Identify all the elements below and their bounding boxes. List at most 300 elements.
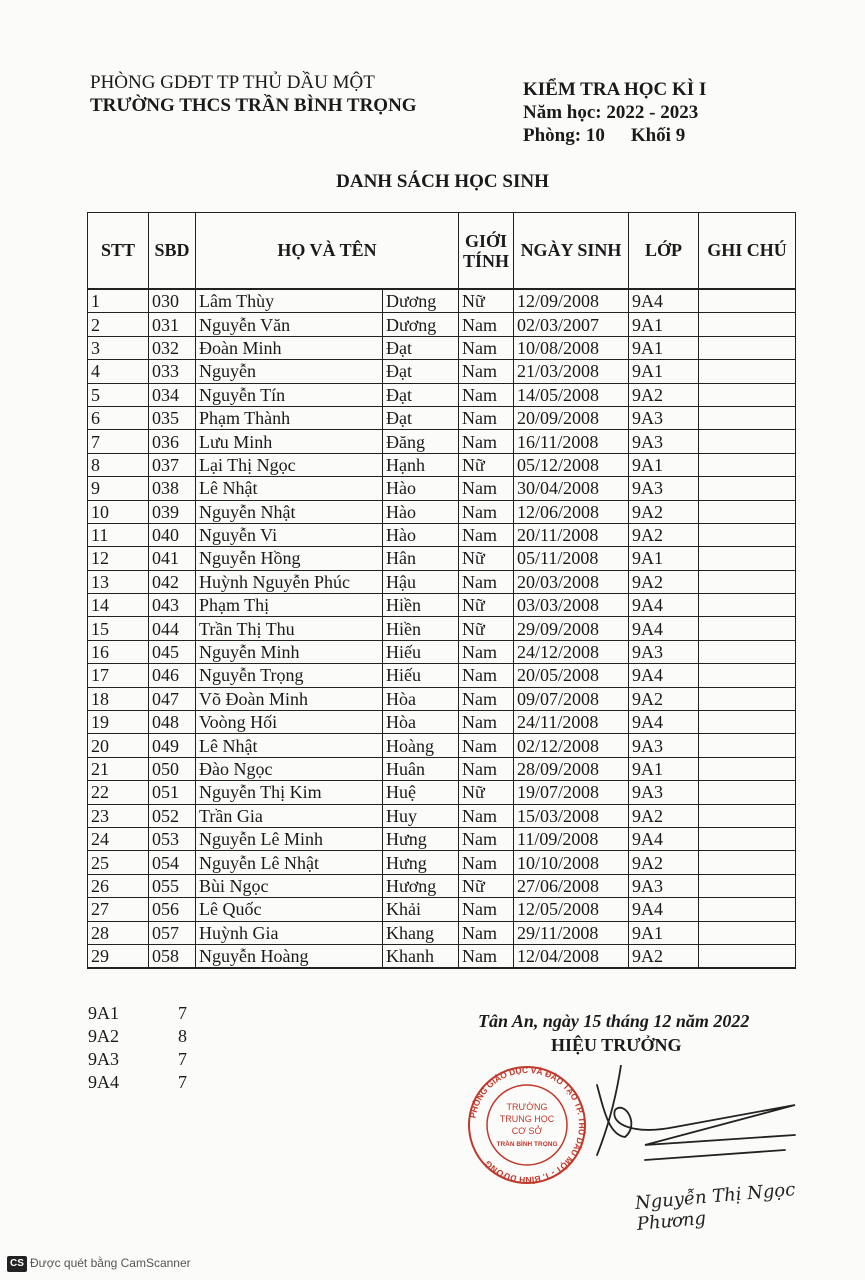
cell-stt: 2 [88,313,149,336]
cell-family-name: Lại Thị Ngọc [196,453,383,476]
table-row [88,827,796,850]
cell-note [699,617,796,640]
table-row [88,687,796,710]
cell-sbd: 030 [149,289,196,313]
table-row [88,944,796,968]
col-note: GHI CHÚ [699,213,796,290]
summary-count: 8 [178,1026,187,1046]
cell-dob: 28/09/2008 [514,757,629,780]
cell-gender: Nữ [459,594,514,617]
cell-given-name: Hậu [383,570,459,593]
cell-family-name: Huỳnh Nguyễn Phúc [196,570,383,593]
cell-given-name: Hào [383,500,459,523]
table-row [88,851,796,874]
cell-sbd: 041 [149,547,196,570]
cell-family-name: Phạm Thành [196,406,383,429]
table-row [88,734,796,757]
table-row [88,874,796,897]
school-name: TRƯỜNG THCS TRẦN BÌNH TRỌNG [90,95,417,116]
cell-given-name: Hòa [383,711,459,734]
cell-gender: Nam [459,851,514,874]
table-row [88,781,796,804]
cell-class: 9A2 [629,570,699,593]
cell-dob: 16/11/2008 [514,430,629,453]
col-class: LỚP [629,213,699,290]
cell-note [699,781,796,804]
cell-gender: Nữ [459,453,514,476]
summary-row [88,1071,187,1094]
cell-stt: 13 [88,570,149,593]
cell-sbd: 054 [149,851,196,874]
cell-stt: 1 [88,289,149,313]
summary-class: 9A4 [88,1072,119,1092]
cell-gender: Nữ [459,547,514,570]
cell-family-name: Lê Quốc [196,898,383,921]
cell-stt: 22 [88,781,149,804]
cell-given-name: Khang [383,921,459,944]
cell-note [699,570,796,593]
cell-dob: 20/11/2008 [514,523,629,546]
cell-class: 9A1 [629,360,699,383]
cell-gender: Nam [459,711,514,734]
cell-dob: 24/12/2008 [514,640,629,663]
cell-dob: 02/03/2007 [514,313,629,336]
cell-gender: Nam [459,734,514,757]
cell-family-name: Nguyễn Văn [196,313,383,336]
student-roster-table [87,212,796,969]
table-row [88,547,796,570]
cell-family-name: Nguyễn Tín [196,383,383,406]
cell-class: 9A2 [629,523,699,546]
cell-note [699,594,796,617]
cell-dob: 20/09/2008 [514,406,629,429]
cell-gender: Nữ [459,617,514,640]
cell-stt: 12 [88,547,149,570]
cell-stt: 23 [88,804,149,827]
cell-sbd: 045 [149,640,196,663]
table-row [88,500,796,523]
cell-gender: Nam [459,804,514,827]
cell-dob: 12/04/2008 [514,944,629,968]
cell-class: 9A2 [629,687,699,710]
cell-note [699,921,796,944]
cell-family-name: Trần Thị Thu [196,617,383,640]
cell-class: 9A4 [629,827,699,850]
cell-sbd: 042 [149,570,196,593]
table-row [88,711,796,734]
cell-class: 9A4 [629,594,699,617]
cell-sbd: 050 [149,757,196,780]
seal-ring-text: PHÒNG GIÁO DỤC VÀ ĐÀO TẠO TP. THỦ DẦU MỘT - T. BÌNH DƯƠNG [467,1064,587,1186]
summary-row [88,1002,187,1025]
cell-class: 9A3 [629,640,699,663]
cell-family-name: Trần Gia [196,804,383,827]
cell-stt: 11 [88,523,149,546]
cell-stt: 15 [88,617,149,640]
cell-stt: 17 [88,664,149,687]
table-row [88,430,796,453]
cell-given-name: Đạt [383,383,459,406]
cell-sbd: 047 [149,687,196,710]
cell-family-name: Đào Ngọc [196,757,383,780]
cell-class: 9A1 [629,921,699,944]
cell-gender: Nam [459,383,514,406]
table-row [88,898,796,921]
cell-note [699,898,796,921]
grade-level: Khối 9 [630,125,686,146]
cell-class: 9A4 [629,664,699,687]
cell-class: 9A1 [629,453,699,476]
cell-dob: 12/09/2008 [514,289,629,313]
cell-stt: 21 [88,757,149,780]
cell-sbd: 046 [149,664,196,687]
cell-gender: Nam [459,687,514,710]
summary-class: 9A2 [88,1026,119,1046]
cell-class: 9A1 [629,336,699,359]
cell-class: 9A4 [629,711,699,734]
seal-center-line2: TRUNG HỌC [499,1114,555,1124]
table-row [88,383,796,406]
cell-dob: 27/06/2008 [514,874,629,897]
table-row [88,453,796,476]
cell-stt: 20 [88,734,149,757]
header-left [90,71,417,117]
cell-gender: Nam [459,570,514,593]
cell-stt: 4 [88,360,149,383]
cell-given-name: Đạt [383,360,459,383]
cell-gender: Nam [459,430,514,453]
cell-note [699,804,796,827]
cell-class: 9A3 [629,874,699,897]
cell-class: 9A4 [629,617,699,640]
cell-given-name: Hiền [383,594,459,617]
cell-stt: 18 [88,687,149,710]
cell-note [699,406,796,429]
cell-sbd: 031 [149,313,196,336]
header-right [523,78,706,147]
class-summary [88,1002,187,1094]
room-grade-line [523,124,706,147]
cell-gender: Nam [459,523,514,546]
cell-note [699,477,796,500]
cell-gender: Nam [459,500,514,523]
table-header-row [88,213,796,290]
cell-class: 9A2 [629,804,699,827]
cell-dob: 24/11/2008 [514,711,629,734]
cell-class: 9A2 [629,500,699,523]
camscanner-logo: CS [7,1256,27,1272]
summary-class: 9A3 [88,1049,119,1069]
cell-stt: 8 [88,453,149,476]
cell-dob: 10/10/2008 [514,851,629,874]
cell-family-name: Nguyễn Thị Kim [196,781,383,804]
cell-class: 9A4 [629,898,699,921]
cell-gender: Nam [459,898,514,921]
cell-note [699,313,796,336]
cell-dob: 12/06/2008 [514,500,629,523]
col-gender-line2: TÍNH [462,250,509,271]
cell-sbd: 044 [149,617,196,640]
cell-sbd: 032 [149,336,196,359]
cell-stt: 6 [88,406,149,429]
seal-center-line4: TRẦN BÌNH TRỌNG [496,1141,558,1148]
department-name: PHÒNG GDĐT TP THỦ DẦU MỘT [90,72,375,93]
cell-class: 9A3 [629,734,699,757]
cell-note [699,944,796,968]
cell-gender: Nữ [459,874,514,897]
cell-family-name: Nguyễn Nhật [196,500,383,523]
cell-given-name: Khanh [383,944,459,968]
cell-given-name: Đăng [383,430,459,453]
signer-name: Nguyễn Thị Ngọc Phương [634,1179,797,1235]
cell-stt: 19 [88,711,149,734]
cell-note [699,430,796,453]
cell-sbd: 037 [149,453,196,476]
cell-note [699,711,796,734]
cell-note [699,336,796,359]
cell-gender: Nữ [459,289,514,313]
cell-family-name: Huỳnh Gia [196,921,383,944]
cell-given-name: Huy [383,804,459,827]
cell-stt: 5 [88,383,149,406]
table-row [88,477,796,500]
cell-note [699,383,796,406]
exam-title: KIỂM TRA HỌC KÌ I [523,79,707,100]
cell-given-name: Hiếu [383,640,459,663]
cell-class: 9A1 [629,547,699,570]
cell-dob: 05/11/2008 [514,547,629,570]
table-row [88,360,796,383]
cell-sbd: 049 [149,734,196,757]
cell-class: 9A3 [629,430,699,453]
cell-class: 9A3 [629,781,699,804]
table-row [88,313,796,336]
cell-gender: Nam [459,640,514,663]
summary-row [88,1025,187,1048]
cell-dob: 20/05/2008 [514,664,629,687]
table-row [88,289,796,313]
cell-stt: 24 [88,827,149,850]
cell-sbd: 052 [149,804,196,827]
cell-family-name: Lưu Minh [196,430,383,453]
cell-gender: Nam [459,827,514,850]
cell-family-name: Phạm Thị [196,594,383,617]
cell-gender: Nam [459,360,514,383]
col-dob: NGÀY SINH [514,213,629,290]
cell-family-name: Nguyễn Lê Nhật [196,851,383,874]
cell-stt: 9 [88,477,149,500]
summary-row [88,1048,187,1071]
cell-family-name: Lê Nhật [196,477,383,500]
summary-class: 9A1 [88,1003,119,1023]
cell-given-name: Hưng [383,851,459,874]
table-row [88,804,796,827]
table-row [88,594,796,617]
cell-given-name: Hưng [383,827,459,850]
cell-sbd: 048 [149,711,196,734]
cell-class: 9A3 [629,477,699,500]
exam-room: Phòng: 10 [523,125,605,146]
summary-count: 7 [178,1049,187,1069]
table-row [88,617,796,640]
cell-stt: 28 [88,921,149,944]
cell-family-name: Nguyễn Vi [196,523,383,546]
cell-stt: 7 [88,430,149,453]
seal-center-line1: TRƯỜNG [506,1102,548,1112]
cell-note [699,827,796,850]
table-row [88,336,796,359]
cell-sbd: 055 [149,874,196,897]
cell-family-name: Lê Nhật [196,734,383,757]
cell-class: 9A2 [629,851,699,874]
cell-family-name: Đoàn Minh [196,336,383,359]
cell-family-name: Nguyễn Minh [196,640,383,663]
cell-given-name: Hoàng [383,734,459,757]
cell-note [699,757,796,780]
cell-family-name: Nguyễn Lê Minh [196,827,383,850]
cell-sbd: 043 [149,594,196,617]
col-sbd: SBD [149,213,196,290]
cell-note [699,547,796,570]
cell-given-name: Khải [383,898,459,921]
cell-given-name: Hào [383,523,459,546]
cell-gender: Nam [459,336,514,359]
school-year: Năm học: 2022 - 2023 [523,102,699,123]
cell-stt: 27 [88,898,149,921]
cell-note [699,640,796,663]
table-body [88,289,796,968]
table-row [88,921,796,944]
cell-dob: 15/03/2008 [514,804,629,827]
cell-sbd: 058 [149,944,196,968]
cell-gender: Nữ [459,781,514,804]
cell-family-name: Võ Đoàn Minh [196,687,383,710]
cell-gender: Nam [459,664,514,687]
cell-stt: 25 [88,851,149,874]
cell-sbd: 035 [149,406,196,429]
cell-class: 9A1 [629,757,699,780]
cell-family-name: Lâm Thùy [196,289,383,313]
cell-class: 9A2 [629,944,699,968]
col-name: HỌ VÀ TÊN [196,213,459,290]
cell-stt: 16 [88,640,149,663]
cell-class: 9A2 [629,383,699,406]
place-date: Tân An, ngày 15 tháng 12 năm 2022 [478,1011,750,1031]
cell-class: 9A1 [629,313,699,336]
cell-sbd: 038 [149,477,196,500]
cell-stt: 10 [88,500,149,523]
cell-note [699,851,796,874]
summary-count: 7 [178,1072,187,1092]
cell-gender: Nam [459,944,514,968]
cell-given-name: Đạt [383,336,459,359]
col-gender-line1: GIỚI [464,230,507,251]
cell-gender: Nam [459,313,514,336]
cell-class: 9A3 [629,406,699,429]
cell-note [699,523,796,546]
cell-note [699,453,796,476]
cell-stt: 26 [88,874,149,897]
cell-sbd: 036 [149,430,196,453]
cell-given-name: Dương [383,289,459,313]
table-row [88,406,796,429]
cell-stt: 14 [88,594,149,617]
cell-dob: 03/03/2008 [514,594,629,617]
cell-class: 9A4 [629,289,699,313]
cell-dob: 09/07/2008 [514,687,629,710]
cell-family-name: Nguyễn [196,360,383,383]
cell-given-name: Hương [383,874,459,897]
cell-sbd: 051 [149,781,196,804]
cell-sbd: 034 [149,383,196,406]
school-seal [467,1060,587,1190]
cell-given-name: Dương [383,313,459,336]
cell-family-name: Bùi Ngọc [196,874,383,897]
cell-given-name: Hân [383,547,459,570]
seal-center-line3: CƠ SỞ [511,1126,543,1136]
summary-count: 7 [178,1003,187,1023]
table-row [88,757,796,780]
cell-sbd: 056 [149,898,196,921]
cell-given-name: Hiền [383,617,459,640]
cell-given-name: Hạnh [383,453,459,476]
cell-gender: Nam [459,757,514,780]
cell-family-name: Nguyễn Hoàng [196,944,383,968]
cell-given-name: Huân [383,757,459,780]
cell-dob: 05/12/2008 [514,453,629,476]
cell-note [699,360,796,383]
cell-dob: 29/11/2008 [514,921,629,944]
cell-dob: 11/09/2008 [514,827,629,850]
cell-family-name: Nguyễn Trọng [196,664,383,687]
cell-note [699,500,796,523]
camscanner-watermark: Được quét bằng CamScanner [30,1256,191,1270]
principal-title: HIỆU TRƯỞNG [551,1035,682,1055]
cell-sbd: 033 [149,360,196,383]
cell-dob: 30/04/2008 [514,477,629,500]
cell-note [699,289,796,313]
cell-gender: Nam [459,477,514,500]
cell-sbd: 057 [149,921,196,944]
cell-dob: 19/07/2008 [514,781,629,804]
cell-dob: 12/05/2008 [514,898,629,921]
cell-sbd: 040 [149,523,196,546]
document-title: DANH SÁCH HỌC SINH [336,171,549,192]
cell-dob: 14/05/2008 [514,383,629,406]
col-stt: STT [88,213,149,290]
cell-note [699,687,796,710]
cell-dob: 21/03/2008 [514,360,629,383]
cell-dob: 20/03/2008 [514,570,629,593]
table-row [88,640,796,663]
cell-sbd: 039 [149,500,196,523]
principal-signature [585,1065,805,1185]
cell-note [699,734,796,757]
cell-given-name: Hòa [383,687,459,710]
cell-stt: 29 [88,944,149,968]
cell-family-name: Nguyễn Hồng [196,547,383,570]
cell-note [699,874,796,897]
cell-gender: Nam [459,921,514,944]
cell-dob: 02/12/2008 [514,734,629,757]
cell-dob: 29/09/2008 [514,617,629,640]
cell-note [699,664,796,687]
table-row [88,570,796,593]
cell-dob: 10/08/2008 [514,336,629,359]
cell-given-name: Hiếu [383,664,459,687]
cell-given-name: Đạt [383,406,459,429]
cell-family-name: Voòng Hối [196,711,383,734]
